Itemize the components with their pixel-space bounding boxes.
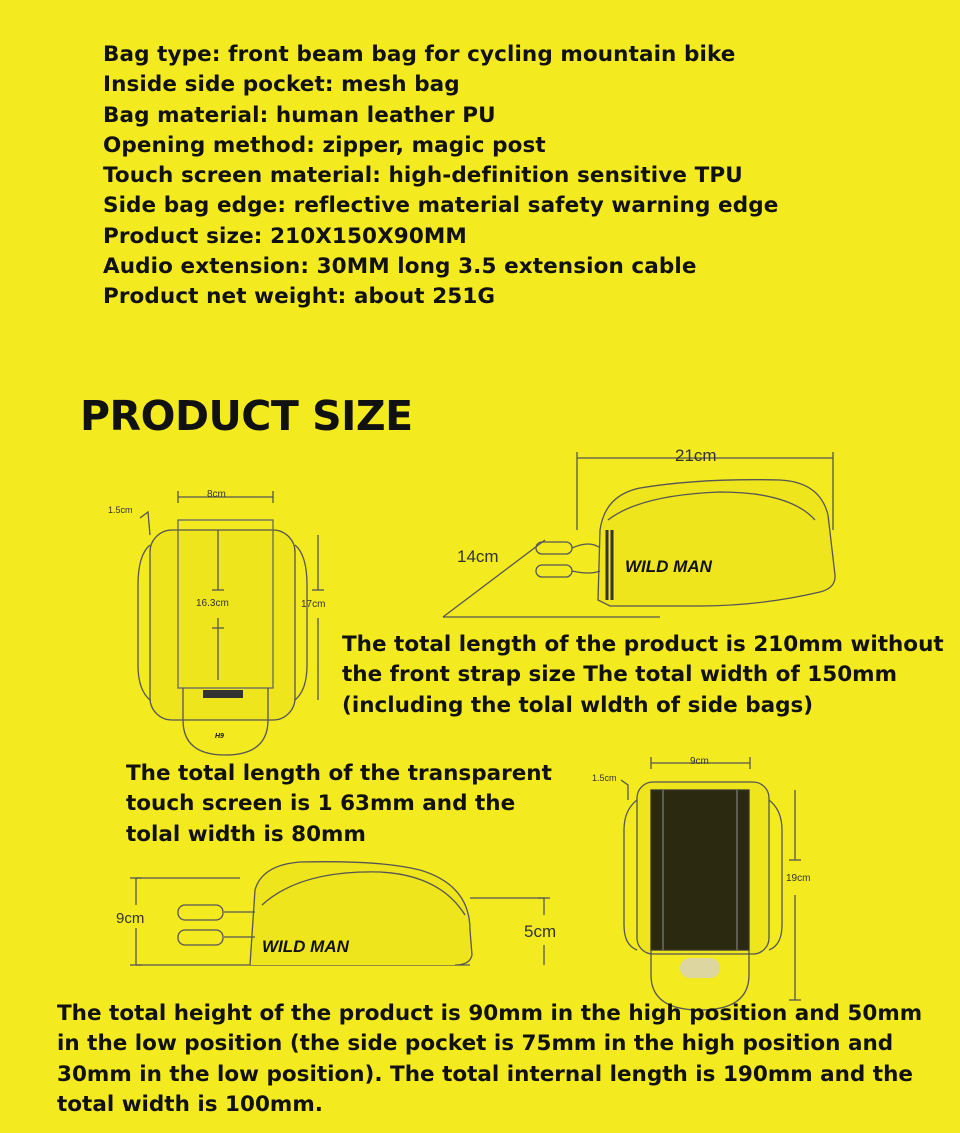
- note-total-length-line-2: the front strap size The total width of 150mm: [342, 662, 897, 688]
- dim-top2-length: 19cm: [786, 873, 811, 884]
- spec-material: Bag material: human leather PU: [103, 102, 496, 128]
- note-screen-line-2: touch screen is 1 63mm and the: [126, 791, 516, 817]
- dim-top-edge: 1.5cm: [108, 505, 133, 515]
- note-total-length-line-3: (including the tolal wldth of side bags): [342, 692, 814, 718]
- dim-low-end: 5cm: [524, 922, 557, 941]
- spec-audio: Audio extension: 30MM long 3.5 extension cable: [103, 254, 697, 280]
- note-screen-line-1: The total length of the transparent: [126, 761, 552, 786]
- top-view-bag-2-drawing: [621, 757, 801, 1010]
- note-height-line-1: The total height of the product is 90mm in the high position and 50mm: [57, 1001, 923, 1026]
- product-size-heading: PRODUCT SIZE: [80, 392, 413, 440]
- note-height: [57, 999, 922, 1121]
- note-total-length: [342, 630, 944, 721]
- dim-top2-width: 9cm: [690, 756, 709, 767]
- spec-side-edge: Side bag edge: reflective material safety warning edge: [103, 193, 779, 219]
- dim-side-height: 14cm: [457, 547, 499, 566]
- dim-top-screen-length: 16.3cm: [196, 598, 229, 609]
- svg-text:WILD MAN: WILD MAN: [625, 557, 712, 576]
- spec-inside-pocket: Inside side pocket: mesh bag: [103, 72, 460, 98]
- top-view-bag-drawing: [138, 491, 324, 755]
- spec-weight: Product net weight: about 251G: [103, 284, 496, 310]
- dim-top-total-length: 17cm: [301, 599, 326, 610]
- spec-bag-type: Bag type: front beam bag for cycling mountain bike: [103, 42, 736, 67]
- spec-product-size: Product size: 210X150X90MM: [103, 223, 467, 249]
- note-screen-line-3: tolal width is 80mm: [126, 821, 366, 847]
- note-total-length-line-1: The total length of the product is 210mm without: [342, 632, 944, 657]
- dim-side-length: 21cm: [675, 446, 717, 465]
- note-screen: [126, 759, 552, 850]
- dim-top-width: 8cm: [207, 489, 226, 500]
- dim-low-height: 9cm: [116, 910, 145, 927]
- note-height-line-2: in the low position (the side pocket is 75mm in the high position and: [57, 1031, 894, 1057]
- side-view-bag-drawing: [443, 452, 835, 617]
- dim-top2-edge: 1.5cm: [592, 773, 617, 783]
- note-height-line-4: total width is 100mm.: [57, 1092, 323, 1118]
- spec-touch-screen: Touch screen material: high-definition sensitive TPU: [103, 163, 743, 189]
- note-height-line-3: 30mm in the low position). The total internal length is 190mm and the: [57, 1061, 913, 1087]
- spec-opening: Opening method: zipper, magic post: [103, 132, 546, 158]
- svg-text:WILD MAN: WILD MAN: [262, 937, 349, 956]
- svg-text:H9: H9: [215, 733, 224, 740]
